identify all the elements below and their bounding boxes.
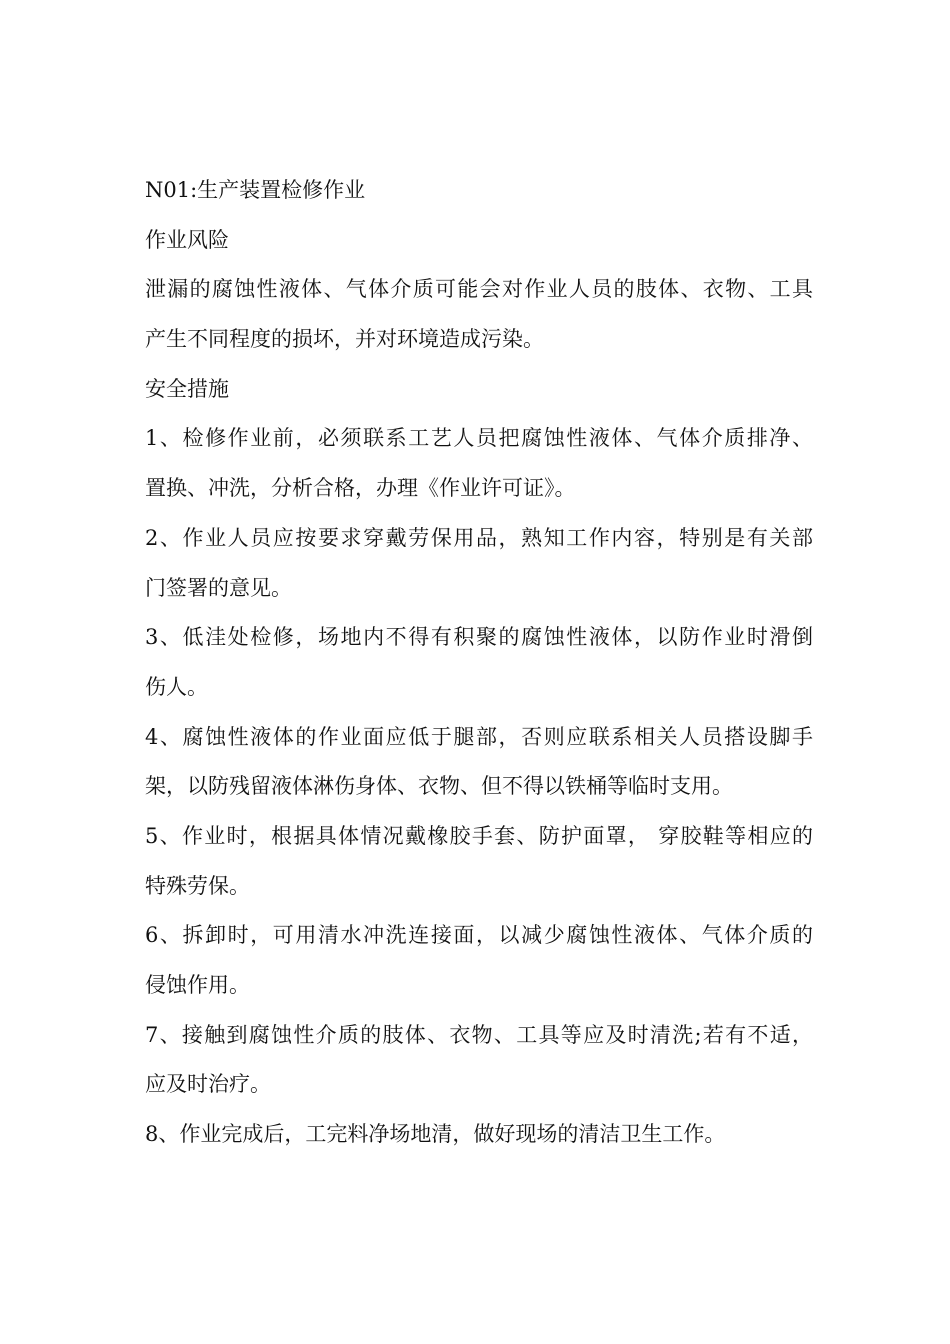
section-heading-measures: 安全措施 bbox=[145, 376, 229, 401]
measure-item-5-line: 特殊劳保。 bbox=[145, 873, 250, 898]
measure-item-5-line: 5、作业时，根据具体情况戴橡胶手套、防护面罩， 穿胶鞋等相应的 bbox=[145, 823, 813, 848]
measure-item-1-line: 置换、冲洗，分析合格，办理《作业许可证》。 bbox=[145, 476, 576, 501]
measure-item-6-line: 侵蚀作用。 bbox=[145, 973, 250, 997]
measure-item-3-line: 3、低洼处检修，场地内不得有积聚的腐蚀性液体，以防作业时滑倒 bbox=[145, 625, 813, 650]
risk-paragraph-line: 泄漏的腐蚀性液体、气体介质可能会对作业人员的肢体、衣物、工具 bbox=[145, 277, 813, 302]
section-heading-risk: 作业风险 bbox=[145, 227, 229, 252]
measure-item-4-line: 架，以防残留液体淋伤身体、衣物、但不得以铁桶等临时支用。 bbox=[145, 774, 733, 799]
measure-item-2-line: 2、作业人员应按要求穿戴劳保用品，熟知工作内容，特别是有关部 bbox=[145, 525, 813, 550]
measure-item-6-line: 6、拆卸时，可用清水冲洗连接面，以减少腐蚀性液体、气体介质的 bbox=[145, 923, 813, 948]
document-body bbox=[145, 166, 813, 1160]
document-title: N01:生产装置检修作业 bbox=[145, 178, 366, 202]
measure-item-7-line: 7、接触到腐蚀性介质的肢体、衣物、工具等应及时清洗;若有不适， bbox=[145, 1022, 813, 1047]
measure-item-3-line: 伤人。 bbox=[145, 674, 208, 699]
risk-paragraph-line: 产生不同程度的损坏，并对环境造成污染。 bbox=[145, 327, 544, 352]
measure-item-8-line: 8、作业完成后，工完料净场地清，做好现场的清洁卫生工作。 bbox=[145, 1122, 726, 1147]
measure-item-7-line: 应及时治疗。 bbox=[145, 1072, 271, 1097]
measure-item-1-line: 1、检修作业前，必须联系工艺人员把腐蚀性液体、气体介质排净、 bbox=[145, 426, 813, 451]
measure-item-4-line: 4、腐蚀性液体的作业面应低于腿部，否则应联系相关人员搭设脚手 bbox=[145, 724, 813, 749]
measure-item-2-line: 门签署的意见。 bbox=[145, 575, 292, 600]
